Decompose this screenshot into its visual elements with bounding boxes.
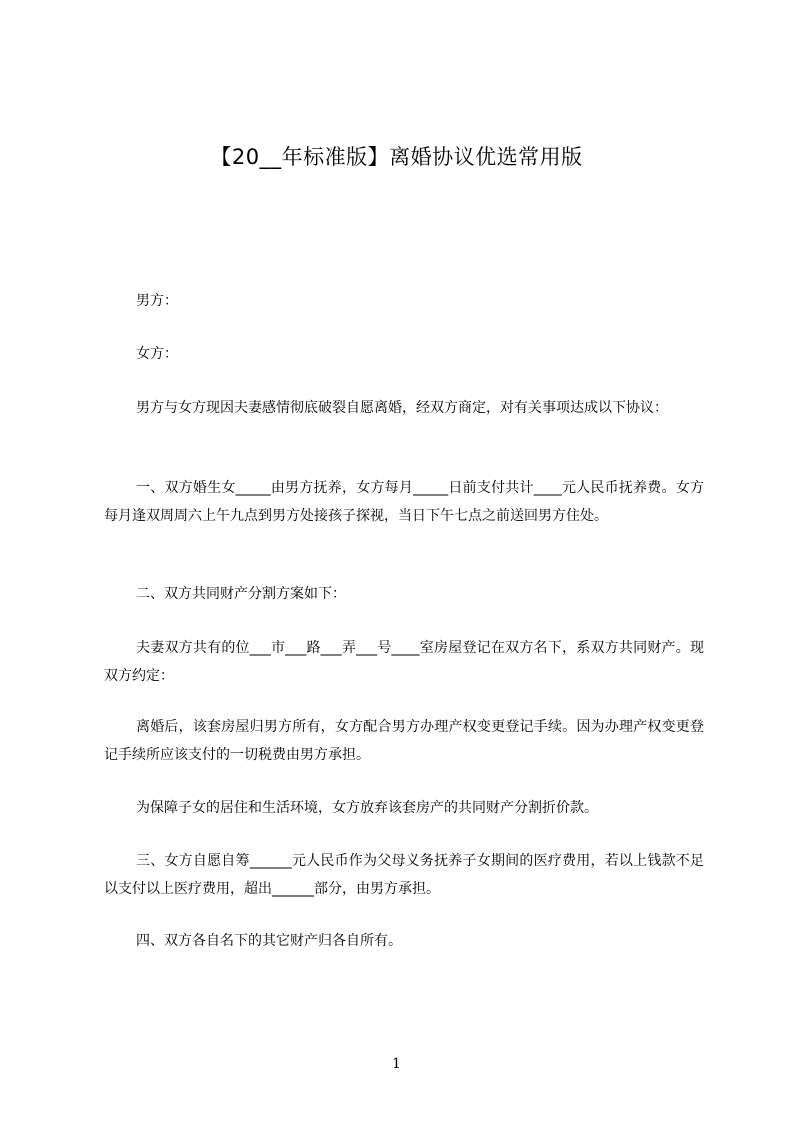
paragraph-wife-waiver: 为保障子女的居住和生活环境，女方放弃该套房产的共同财产分割折价款。 [136, 800, 598, 816]
paragraph-husband: 男方： [136, 293, 178, 309]
paragraph-clause-1-custody: 一、双方婚生女_____由男方抚养，女方每月_____日前支付共计____元人民币抚养费。女方每月逢双周周六上午九点到男方处接孩子探视，当日下午七点之前送回男方住处。 [104, 480, 704, 524]
paragraph-house-ownership: 离婚后，该套房屋归男方所有，女方配合男方办理产权变更登记手续。因为办理产权变更登记手续所应该支付的一切税费由男方承担。 [104, 719, 704, 763]
page-number: 1 [392, 1056, 401, 1072]
document-title: 【20__年标准版】离婚协议优选常用版 [210, 145, 583, 169]
paragraph-clause-3-medical: 三、女方自愿自筹______元人民币作为父母义务抚养子女期间的医疗费用，若以上钱款不足以支付以上医疗费用，超出______部分，由男方承担。 [104, 853, 704, 897]
paragraph-wife: 女方： [136, 346, 178, 362]
paragraph-clause-2-heading: 二、双方共同财产分割方案如下： [136, 586, 346, 602]
paragraph-shared-property: 夫妻双方共有的位___市___路___弄___号____室房屋登记在双方名下，系双方共同财产。现双方约定： [104, 640, 704, 684]
paragraph-preamble: 男方与女方现因夫妻感情彻底破裂自愿离婚，经双方商定，对有关事项达成以下协议： [136, 400, 668, 416]
paragraph-clause-4-other-property: 四、双方各自名下的其它财产归各自所有。 [136, 933, 402, 949]
